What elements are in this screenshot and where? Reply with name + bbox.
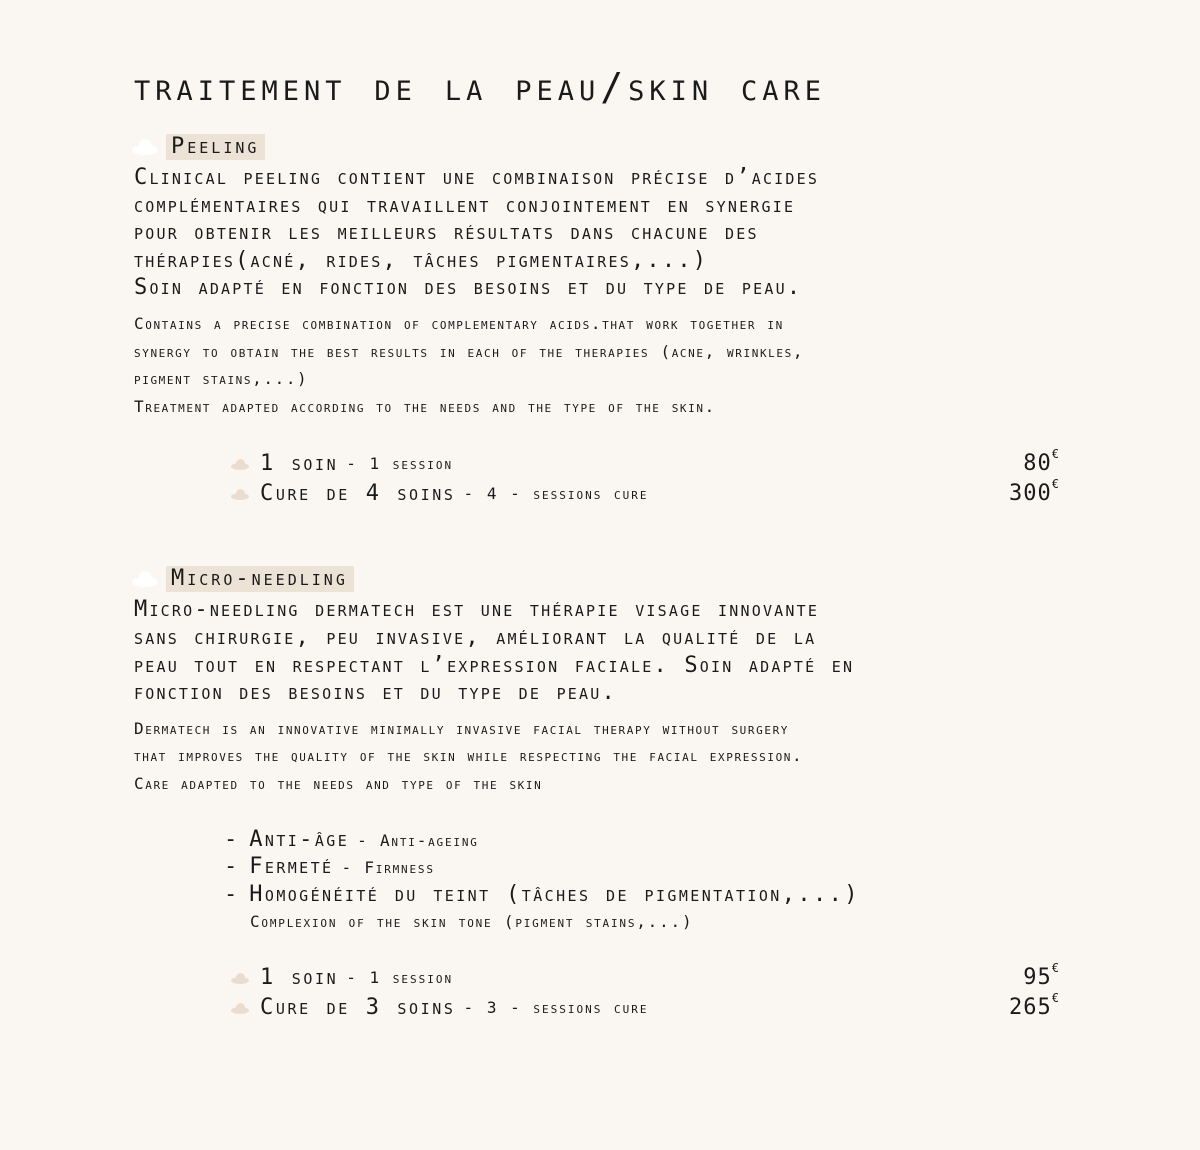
cloud-bullet-icon	[230, 459, 250, 470]
section-peeling	[134, 134, 1074, 508]
cloud-bullet-icon	[230, 973, 250, 984]
price-row	[230, 992, 1060, 1022]
price-amount: 80€	[1023, 446, 1060, 476]
section-micro-needling	[134, 566, 1074, 1022]
price-list	[230, 448, 1060, 508]
benefit-fr: Anti-âge	[249, 826, 350, 852]
description-fr: Clinical peeling contient une combinaison précise d’acides complémentaires qui travaillent conjointement en synergie pour obtenir les meilleurs résultats dans chacune des thérapies(acné, rides, tâches pigmentaires,...) Soin adapté en fonction des besoins et du type de peau.	[134, 165, 820, 301]
currency-symbol: €	[1051, 990, 1060, 1005]
price-label: 1 soin	[260, 964, 339, 990]
description-en: Contains a precise combination of complementary acids.that work together in synergy to obtain the best results in each of the therapies (acne, wrinkles, pigment stains,...) Treatment adapted according to the needs and the type of the skin.	[134, 313, 805, 416]
currency-symbol: €	[1051, 446, 1060, 461]
price-list	[230, 962, 1060, 1022]
section-heading	[130, 134, 1074, 160]
description-fr: Micro-needling dermatech est une thérapie visage innovante sans chirurgie, peu invasive, améliorant la qualité de la peau tout en respectant l’expression faciale. Soin adapté en fonction des besoins et du type de peau.	[134, 597, 855, 706]
benefit-fr: Fermeté	[249, 854, 334, 880]
price-row	[230, 478, 1060, 508]
price-sublabel: - 1 session	[346, 453, 454, 473]
cloud-icon	[130, 571, 160, 587]
price-row	[230, 962, 1060, 992]
cloud-bullet-icon	[230, 489, 250, 500]
currency-symbol: €	[1051, 960, 1060, 975]
price-sublabel: - 3 - sessions cure	[463, 997, 649, 1017]
price-amount: 95€	[1023, 960, 1060, 990]
page-title: traitement de la peau/skin care	[134, 65, 827, 109]
price-row	[230, 448, 1060, 478]
price-sublabel: - 1 session	[346, 967, 454, 987]
benefit-fr: Homogénéité du teint (tâches de pigmentation,...)	[249, 881, 860, 907]
price-label: 1 soin	[260, 450, 339, 476]
price-amount: 265€	[1009, 990, 1060, 1020]
price-sublabel: - 4 - sessions cure	[463, 483, 649, 503]
price-amount: 300€	[1009, 476, 1060, 506]
benefit-note: Complexion of the skin tone (pigment stains,...)	[250, 912, 694, 932]
cloud-icon	[130, 139, 160, 155]
section-label: Micro-needling	[166, 566, 354, 592]
price-label: Cure de 4 soins	[260, 480, 456, 506]
section-heading	[130, 566, 1074, 592]
section-label: Peeling	[166, 134, 265, 160]
benefit-list	[224, 826, 1074, 909]
benefit-item: - Fermeté - Firmness	[224, 854, 435, 880]
benefit-en: - Anti-ageing	[357, 830, 479, 850]
currency-symbol: €	[1051, 476, 1060, 491]
price-label: Cure de 3 soins	[260, 994, 456, 1020]
cloud-bullet-icon	[230, 1003, 250, 1014]
price-page	[134, 62, 1074, 1022]
benefit-item: - Anti-âge - Anti-ageing	[224, 826, 479, 852]
benefit-en: - Firmness	[341, 858, 435, 878]
description-en: Dermatech is an innovative minimally invasive facial therapy without surgery that improves the quality of the skin while respecting the facial expression. Care adapted to the needs and type of the skin	[134, 718, 804, 793]
benefit-item: - Homogénéité du teint (tâches de pigmentation,...)	[224, 881, 860, 907]
